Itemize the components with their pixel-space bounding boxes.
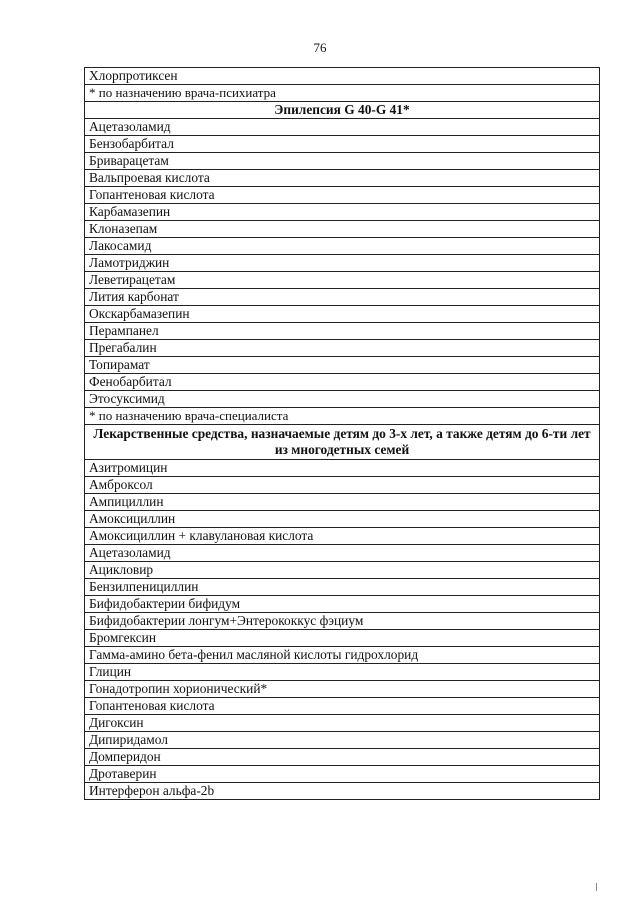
drug-row [85,477,600,494]
drug-row [85,136,600,153]
drug-name: Перампанел [85,323,600,340]
drug-row [85,596,600,613]
drug-list-body [85,68,600,800]
drug-row [85,340,600,357]
drug-row [85,613,600,630]
drug-name: Гопантеновая кислота [85,698,600,715]
drug-row [85,255,600,272]
drug-name: Хлорпротиксен [85,68,600,85]
drug-row [85,630,600,647]
note-row [85,85,600,102]
drug-name: Домперидон [85,749,600,766]
drug-name: Бензилпенициллин [85,579,600,596]
drug-row [85,681,600,698]
drug-list-table [84,67,600,800]
drug-row [85,511,600,528]
drug-row [85,749,600,766]
drug-row [85,698,600,715]
section-heading-row [85,102,600,119]
drug-name: Ацетазоламид [85,119,600,136]
drug-name: Леветирацетам [85,272,600,289]
drug-name: Глицин [85,664,600,681]
note-row [85,408,600,425]
drug-row [85,766,600,783]
drug-name: Бифидобактерии лонгум+Энтерококкус фэциум [85,613,600,630]
drug-row [85,715,600,732]
scan-mark [596,883,597,891]
drug-row [85,732,600,749]
drug-row [85,579,600,596]
drug-name: Окскарбамазепин [85,306,600,323]
drug-name: Дротаверин [85,766,600,783]
drug-row [85,460,600,477]
drug-name: Ампициллин [85,494,600,511]
note-text: * по назначению врача-психиатра [85,85,600,102]
drug-name: Клоназепам [85,221,600,238]
drug-row [85,119,600,136]
drug-name: Гонадотропин хорионический* [85,681,600,698]
drug-row [85,323,600,340]
drug-name: Бензобарбитал [85,136,600,153]
drug-row [85,647,600,664]
drug-name: Прегабалин [85,340,600,357]
drug-name: Этосуксимид [85,391,600,408]
drug-name: Бифидобактерии бифидум [85,596,600,613]
drug-row [85,664,600,681]
drug-name: Вальпроевая кислота [85,170,600,187]
page-number: 76 [313,40,327,55]
drug-row [85,272,600,289]
drug-name: Бриварацетам [85,153,600,170]
drug-name: Фенобарбитал [85,374,600,391]
drug-row [85,306,600,323]
drug-row [85,187,600,204]
drug-name: Интерферон альфа-2b [85,783,600,800]
drug-row [85,357,600,374]
drug-row [85,204,600,221]
section-heading: Эпилепсия G 40-G 41* [85,102,600,119]
drug-name: Амброксол [85,477,600,494]
drug-row [85,494,600,511]
drug-name: Дигоксин [85,715,600,732]
drug-name: Лакосамид [85,238,600,255]
drug-name: Ацикловир [85,562,600,579]
drug-row [85,68,600,85]
drug-name: Азитромицин [85,460,600,477]
drug-row [85,238,600,255]
drug-name: Гопантеновая кислота [85,187,600,204]
section-heading-row [85,425,600,460]
drug-row [85,783,600,800]
drug-row [85,374,600,391]
drug-name: Дипиридамол [85,732,600,749]
note-text: * по назначению врача-специалиста [85,408,600,425]
drug-name: Лития карбонат [85,289,600,306]
drug-row [85,562,600,579]
drug-name: Амоксициллин [85,511,600,528]
drug-name: Бромгексин [85,630,600,647]
drug-row [85,221,600,238]
drug-name: Гамма-амино бета-фенил масляной кислоты гидрохлорид [85,647,600,664]
drug-row [85,391,600,408]
drug-row [85,528,600,545]
drug-name: Амоксициллин + клавулановая кислота [85,528,600,545]
drug-name: Карбамазепин [85,204,600,221]
drug-name: Топирамат [85,357,600,374]
drug-row [85,170,600,187]
drug-row [85,545,600,562]
drug-name: Ацетазоламид [85,545,600,562]
drug-row [85,153,600,170]
drug-name: Ламотриджин [85,255,600,272]
section-heading: Лекарственные средства, назначаемые детям до 3-х лет, а также детям до 6-ти лет из многодетных семей [85,425,600,460]
drug-row [85,289,600,306]
